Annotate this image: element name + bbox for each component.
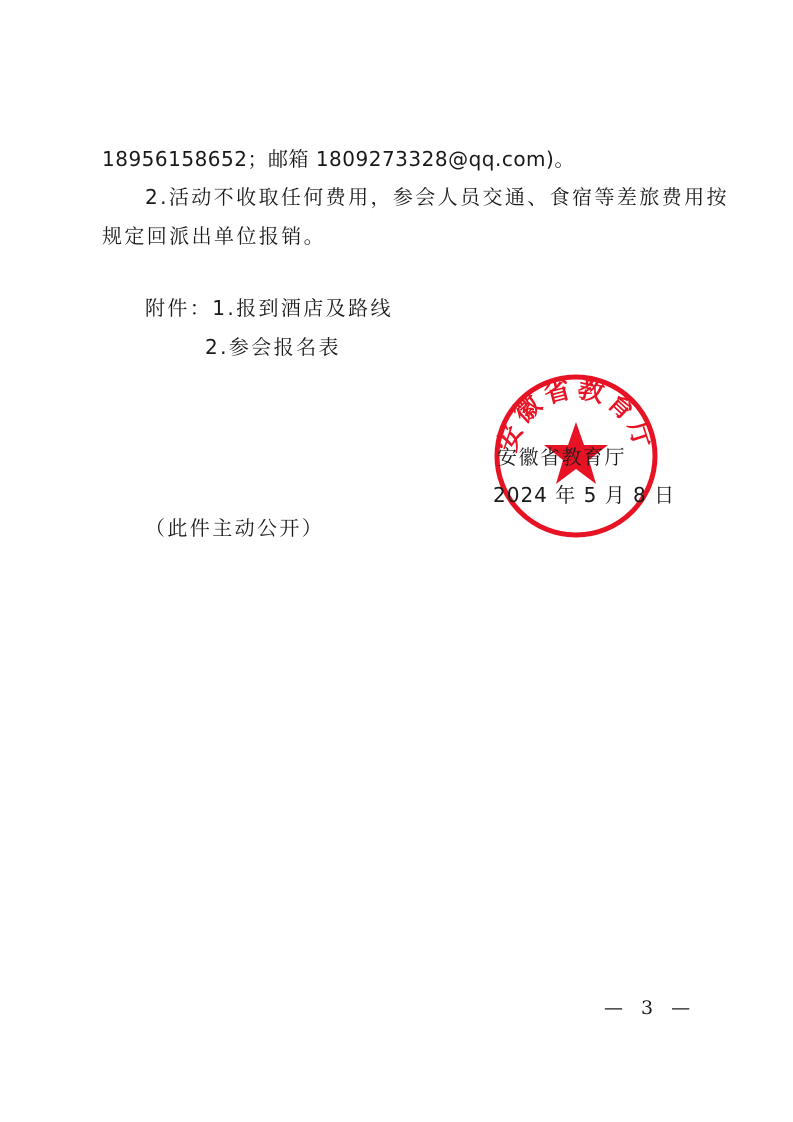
attachment-1: 附件：1.报到酒店及路线 xyxy=(145,296,393,320)
item2-line2: 规定回派出单位报销。 xyxy=(102,224,326,248)
page-number: — 3 — xyxy=(604,997,697,1019)
issuer-name: 安徽省教育厅 xyxy=(497,445,626,469)
item2-line1: 2.活动不收取任何费用，参会人员交通、食宿等差旅费用按 xyxy=(145,185,729,209)
contact-line: 18956158652；邮箱 1809273328@qq.com)。 xyxy=(102,147,575,171)
svg-text:安徽省教育厅: 安徽省教育厅 xyxy=(492,373,660,456)
disclosure-note: （此件主动公开） xyxy=(145,516,325,540)
attachment-2: 2.参会报名表 xyxy=(205,335,341,359)
issue-date: 2024 年 5 月 8 日 xyxy=(493,483,676,507)
